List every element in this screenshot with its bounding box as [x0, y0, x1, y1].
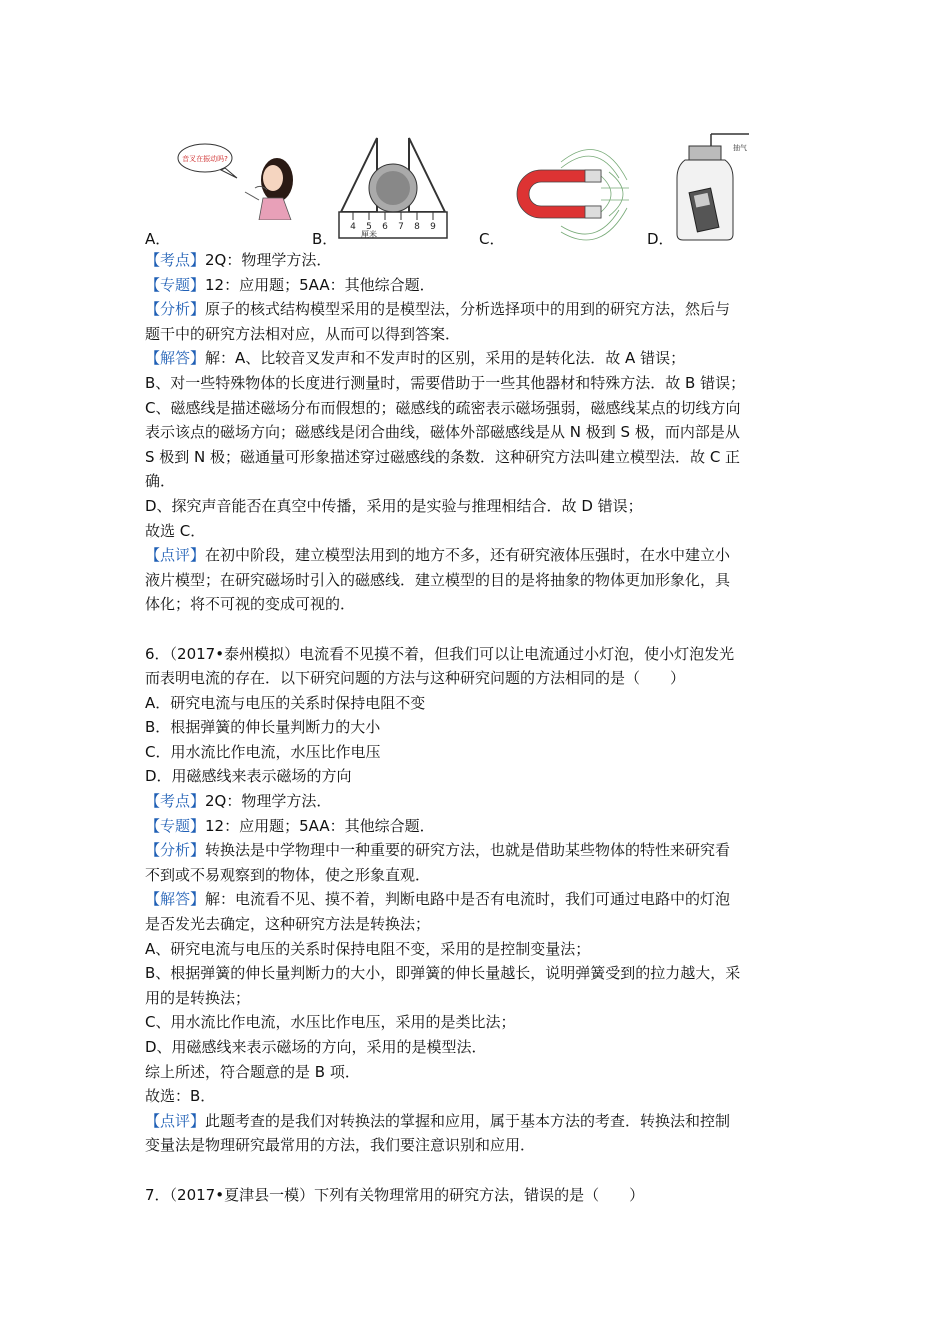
q6-fenxi-line: 不到或不易观察到的物体，使之形象直观．	[145, 865, 431, 884]
spacer	[145, 617, 817, 642]
q6-jieda-line: 是否发光去确定，这种研究方法是转换法；	[145, 915, 431, 934]
q5-zhuanti: 【专题】12：应用题；5AA：其他综合题．	[145, 275, 435, 294]
q6-kaodian: 【考点】2Q：物理学方法．	[145, 792, 332, 811]
q5-jieda-line: B、对一些特殊物体的长度进行测量时，需要借助于一些其他器材和特殊方法．故 B 错误；	[145, 373, 746, 392]
q6-jieda-line: 综上所述，符合题意的是 B 项．	[145, 1062, 360, 1081]
q5-fenxi-line: 题干中的研究方法相对应，从而可以得到答案．	[145, 324, 461, 343]
q5-jieda: 【解答】解：A、比较音叉发声和不发声时的区别，采用的是转化法．故 A 错误；	[145, 349, 686, 368]
q6-jieda: 【解答】解：电流看不见、摸不着，判断电路中是否有电流时，我们可通过电路中的灯泡	[145, 890, 731, 909]
q6-jieda-line: 故选：B．	[145, 1087, 216, 1106]
bell-jar-phone-figure	[675, 130, 755, 242]
q5-jieda-line: 表示该点的磁场方向；磁感线是闭合曲线，磁体外部磁感线是从 N 极到 S 极，而内部是从	[145, 423, 740, 442]
q5-dianping: 【点评】在初中阶段，建立模型法用到的地方不多，还有研究液体压强时，在水中建立小	[145, 546, 731, 565]
q7-stem: 7．（2017•夏津县一模）下列有关物理常用的研究方法，错误的是（ ）	[145, 1185, 645, 1204]
q5-dianping-line: 体化；将不可视的变成可视的．	[145, 595, 356, 614]
girl-tuning-fork-figure	[175, 130, 295, 220]
pump-note: 抽气	[733, 144, 747, 152]
ruler-tick-8: 8	[414, 222, 420, 232]
q5-dianping-line: 液片模型；在研究磁场时引入的磁感线．建立模型的目的是将抽象的物体更加形象化，具	[145, 570, 731, 589]
q5-kaodian: 【考点】2Q：物理学方法．	[145, 251, 332, 269]
q6-jieda-line: C、用水流比作电流，水压比作电压，采用的是类比法；	[145, 1013, 516, 1032]
q5-jieda-line: S 极到 N 极；磁通量可形象描述穿过磁感线的条数．这种研究方法叫建立模型法．故 C 正	[145, 447, 741, 466]
figure-options-row	[145, 130, 825, 248]
option-b-label: B．	[312, 230, 338, 248]
ruler-tick-5: 5	[366, 222, 372, 232]
magnet-field-lines-figure	[501, 130, 631, 242]
q5-jieda-line: 确．	[145, 472, 176, 491]
option-a-label: A．	[145, 230, 171, 248]
q5-jieda-line: D、探究声音能否在真空中传播，采用的是实验与推理相结合．故 D 错误；	[145, 496, 643, 515]
q6-jieda-line: A、研究电流与电压的关系时保持电阻不变，采用的是控制变量法；	[145, 939, 591, 958]
q6-stem: 而表明电流的存在．以下研究问题的方法与这种研究问题的方法相同的是（ ）	[145, 669, 686, 688]
q5-jieda-line: 故选 C．	[145, 521, 206, 540]
spacer	[145, 1158, 817, 1183]
document-body	[145, 248, 817, 1207]
ruler-tick-9: 9	[430, 222, 436, 232]
option-d-label: D．	[647, 230, 674, 248]
q6-fenxi: 【分析】转换法是中学物理中一种重要的研究方法，也就是借助某些物体的特性来研究看	[145, 841, 731, 860]
speech-bubble-text: 音叉在振动吗?	[182, 155, 228, 163]
ruler-tick-6: 6	[382, 222, 388, 232]
q6-jieda-line: D、用磁感线来表示磁场的方向，采用的是模型法．	[145, 1038, 487, 1056]
q6-option-a: A．研究电流与电压的关系时保持电阻不变	[145, 693, 426, 712]
q6-dianping-line: 变量法是物理研究最常用的方法，我们要注意识别和应用．	[145, 1136, 536, 1155]
q5-fenxi: 【分析】原子的核式结构模型采用的是模型法，分析选择项中的用到的研究方法，然后与	[145, 300, 731, 319]
q6-option-c: C．用水流比作电流，水压比作电压	[145, 742, 381, 761]
q6-dianping: 【点评】此题考查的是我们对转换法的掌握和应用，属于基本方法的考查．转换法和控制	[145, 1111, 731, 1130]
q6-option-b: B．根据弹簧的伸长量判断力的大小	[145, 718, 381, 737]
q5-jieda-line: C、磁感线是描述磁场分布而假想的；磁感线的疏密表示磁场强弱，磁感线某点的切线方向	[145, 398, 741, 417]
ruler-unit: 厘米	[361, 230, 377, 239]
q6-zhuanti: 【专题】12：应用题；5AA：其他综合题．	[145, 816, 435, 835]
option-c-label: C．	[479, 230, 505, 248]
q6-jieda-line: B、根据弹簧的伸长量判断力的大小，即弹簧的伸长量越长，说明弹簧受到的拉力越大，采	[145, 964, 741, 983]
q6-stem: 6．（2017•泰州模拟）电流看不见摸不着，但我们可以让电流通过小灯泡，使小灯泡发光	[145, 644, 735, 663]
ruler-tick-7: 7	[398, 222, 404, 232]
q6-option-d: D．用磁感线来表示磁场的方向	[145, 767, 352, 786]
q6-jieda-line: 用的是转换法；	[145, 988, 251, 1007]
ruler-tick-4: 4	[350, 222, 356, 232]
coin-diameter-measurement-figure	[337, 130, 449, 242]
